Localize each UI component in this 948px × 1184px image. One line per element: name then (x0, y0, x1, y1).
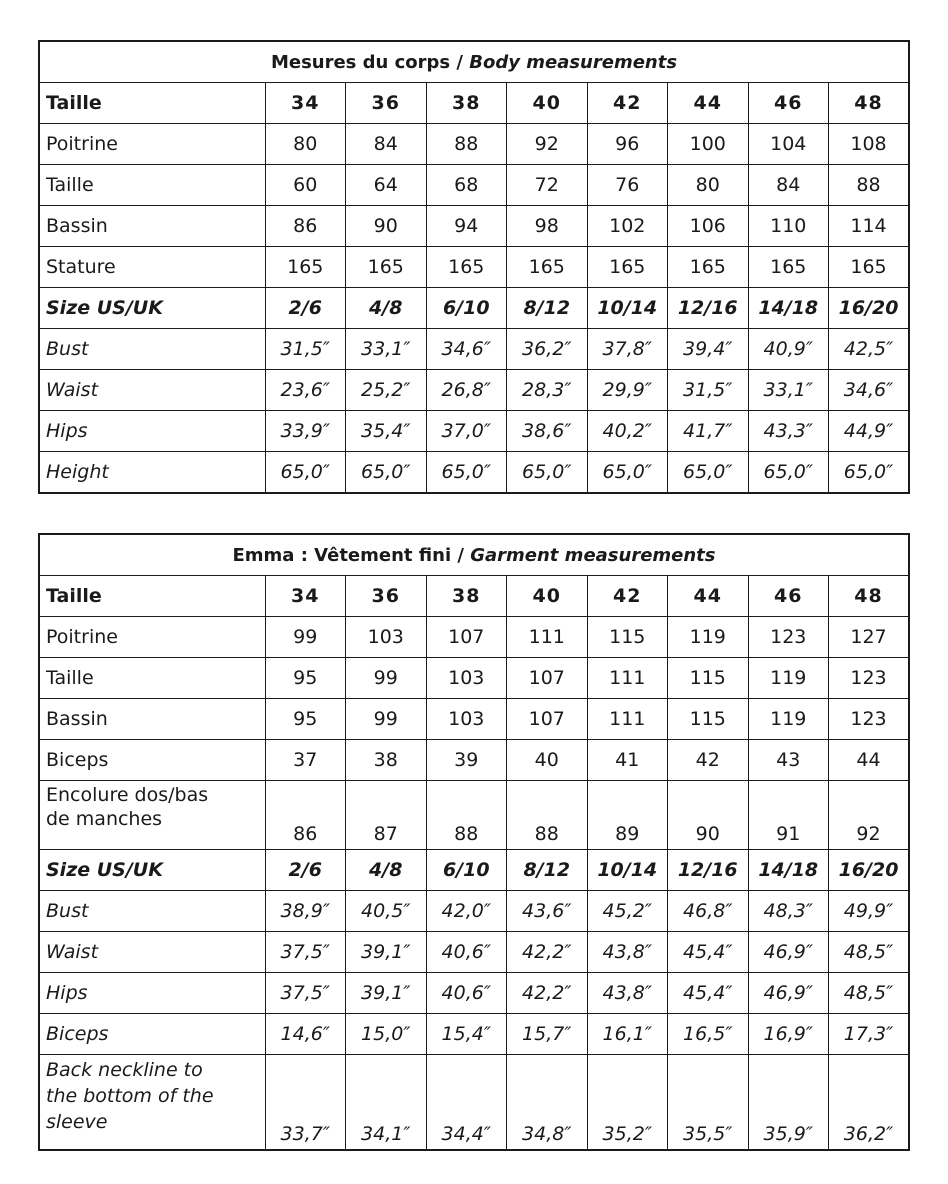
size-header-cell: 46 (748, 83, 829, 124)
row-label: Poitrine (39, 617, 265, 658)
measurement-cell: 33,1″ (346, 329, 427, 370)
row-label: Taille (39, 658, 265, 699)
row-label: Height (39, 452, 265, 494)
measurement-row (39, 329, 909, 370)
measurement-cell: 38,9″ (265, 891, 346, 932)
measurement-cell: 39 (426, 740, 507, 781)
measurement-cell: 115 (668, 658, 749, 699)
measurement-cell: 29,9″ (587, 370, 668, 411)
measurement-cell: 80 (668, 165, 749, 206)
measurement-cell: 119 (748, 699, 829, 740)
measurement-cell: 43,8″ (587, 973, 668, 1014)
measurement-cell: 35,2″ (587, 1055, 668, 1151)
measurement-cell: 127 (829, 617, 910, 658)
measurement-cell: 37,8″ (587, 329, 668, 370)
size-header-cell: 12/16 (668, 288, 749, 329)
measurement-cell: 111 (587, 699, 668, 740)
measurement-cell: 165 (507, 247, 588, 288)
measurement-cell: 119 (668, 617, 749, 658)
measurement-cell: 49,9″ (829, 891, 910, 932)
measurement-cell: 33,7″ (265, 1055, 346, 1151)
measurement-cell: 43 (748, 740, 829, 781)
measurement-cell: 34,8″ (507, 1055, 588, 1151)
measurement-cell: 43,8″ (587, 932, 668, 973)
measurement-row (39, 658, 909, 699)
size-header-cell: 14/18 (748, 288, 829, 329)
measurement-cell: 42,0″ (426, 891, 507, 932)
size-header-cell: 14/18 (748, 850, 829, 891)
measurement-cell: 90 (346, 206, 427, 247)
measurement-cell: 31,5″ (265, 329, 346, 370)
measurement-cell: 35,9″ (748, 1055, 829, 1151)
measurement-cell: 94 (426, 206, 507, 247)
measurement-row (39, 370, 909, 411)
row-label: Bassin (39, 206, 265, 247)
measurement-cell: 48,5″ (829, 932, 910, 973)
measurement-cell: 84 (748, 165, 829, 206)
row-label: Stature (39, 247, 265, 288)
measurement-cell: 110 (748, 206, 829, 247)
measurement-cell: 40,6″ (426, 973, 507, 1014)
measurement-cell: 45,4″ (668, 973, 749, 1014)
garment-header-row-fr (39, 576, 909, 617)
size-header-cell: 34 (265, 83, 346, 124)
size-header-cell: 44 (668, 83, 749, 124)
measurement-cell: 88 (507, 781, 588, 850)
measurement-cell: 165 (346, 247, 427, 288)
measurement-cell: 103 (426, 699, 507, 740)
body-rows-us (39, 329, 909, 494)
measurement-cell: 98 (507, 206, 588, 247)
measurement-cell: 165 (668, 247, 749, 288)
measurement-cell: 86 (265, 206, 346, 247)
measurement-cell: 46,9″ (748, 932, 829, 973)
size-header-cell: 10/14 (587, 850, 668, 891)
measurement-cell: 95 (265, 658, 346, 699)
measurement-cell: 36,2″ (507, 329, 588, 370)
row-label: Size US/UK (39, 288, 265, 329)
row-label: Hips (39, 973, 265, 1014)
measurement-row (39, 699, 909, 740)
measurement-cell: 115 (668, 699, 749, 740)
measurement-cell: 88 (829, 165, 910, 206)
garment-table-title-fr: Emma : Vêtement fini / (232, 544, 471, 566)
measurement-cell: 99 (346, 699, 427, 740)
row-label: Hips (39, 411, 265, 452)
measurement-row (39, 891, 909, 932)
size-header-cell: 48 (829, 576, 910, 617)
measurement-row (39, 452, 909, 494)
measurement-cell: 26,8″ (426, 370, 507, 411)
measurement-cell: 111 (587, 658, 668, 699)
measurement-cell: 40,2″ (587, 411, 668, 452)
measurement-cell: 72 (507, 165, 588, 206)
measurement-row (39, 617, 909, 658)
size-header-cell: 44 (668, 576, 749, 617)
row-label (39, 1055, 265, 1151)
size-header-cell: 38 (426, 83, 507, 124)
row-label: Bust (39, 329, 265, 370)
measurement-cell: 76 (587, 165, 668, 206)
measurement-cell: 42 (668, 740, 749, 781)
measurement-cell: 38,6″ (507, 411, 588, 452)
measurement-cell: 42,2″ (507, 932, 588, 973)
measurement-cell: 103 (426, 658, 507, 699)
measurement-cell: 103 (346, 617, 427, 658)
size-header-cell: 4/8 (346, 850, 427, 891)
measurement-cell: 65,0″ (507, 452, 588, 494)
measurement-cell: 33,9″ (265, 411, 346, 452)
measurement-cell: 17,3″ (829, 1014, 910, 1055)
measurement-cell: 99 (265, 617, 346, 658)
measurement-cell: 14,6″ (265, 1014, 346, 1055)
measurement-cell: 86 (265, 781, 346, 850)
row-label: Bassin (39, 699, 265, 740)
measurement-cell: 99 (346, 658, 427, 699)
measurement-cell: 48,3″ (748, 891, 829, 932)
measurement-cell: 104 (748, 124, 829, 165)
measurement-row (39, 247, 909, 288)
measurement-cell: 96 (587, 124, 668, 165)
measurement-cell: 115 (587, 617, 668, 658)
row-label-line: Back neckline to (46, 1059, 203, 1081)
measurement-cell: 65,0″ (668, 452, 749, 494)
measurement-cell: 25,2″ (346, 370, 427, 411)
size-header-cell: 40 (507, 576, 588, 617)
size-header-cell: 8/12 (507, 850, 588, 891)
row-label: Waist (39, 370, 265, 411)
measurement-cell: 40,5″ (346, 891, 427, 932)
measurement-cell: 65,0″ (265, 452, 346, 494)
row-label-line: sleeve (46, 1111, 108, 1133)
measurement-row (39, 740, 909, 781)
garment-rows-fr (39, 617, 909, 781)
measurement-cell: 42,5″ (829, 329, 910, 370)
row-label-line: Encolure dos/bas (46, 784, 209, 806)
measurement-cell: 108 (829, 124, 910, 165)
measurement-cell: 88 (426, 124, 507, 165)
measurement-cell: 16,9″ (748, 1014, 829, 1055)
row-label: Taille (39, 83, 265, 124)
measurement-cell: 34,1″ (346, 1055, 427, 1151)
measurement-cell: 95 (265, 699, 346, 740)
measurement-cell: 65,0″ (426, 452, 507, 494)
row-label: Waist (39, 932, 265, 973)
measurement-cell: 33,1″ (748, 370, 829, 411)
measurement-cell: 165 (587, 247, 668, 288)
row-label: Biceps (39, 740, 265, 781)
measurement-cell: 38 (346, 740, 427, 781)
measurement-cell: 45,4″ (668, 932, 749, 973)
measurement-cell: 31,5″ (668, 370, 749, 411)
measurement-row (39, 411, 909, 452)
measurement-cell: 119 (748, 658, 829, 699)
size-header-cell: 6/10 (426, 850, 507, 891)
measurement-cell: 46,9″ (748, 973, 829, 1014)
size-header-cell: 2/6 (265, 288, 346, 329)
garment-header-row-us (39, 850, 909, 891)
measurement-cell: 123 (829, 699, 910, 740)
row-label: Taille (39, 165, 265, 206)
measurement-cell: 39,1″ (346, 973, 427, 1014)
size-header-cell: 36 (346, 83, 427, 124)
row-label-line: de manches (46, 808, 163, 830)
row-label: Biceps (39, 1014, 265, 1055)
measurement-cell: 90 (668, 781, 749, 850)
measurement-cell: 84 (346, 124, 427, 165)
measurement-cell: 107 (507, 658, 588, 699)
measurement-cell: 48,5″ (829, 973, 910, 1014)
row-label-line: the bottom of the (46, 1085, 214, 1107)
measurement-cell: 165 (748, 247, 829, 288)
measurement-cell: 37 (265, 740, 346, 781)
size-header-cell: 8/12 (507, 288, 588, 329)
measurement-cell: 106 (668, 206, 749, 247)
measurement-cell: 40,9″ (748, 329, 829, 370)
measurement-cell: 65,0″ (346, 452, 427, 494)
body-measurements-table (38, 40, 910, 494)
measurement-cell: 65,0″ (829, 452, 910, 494)
measurement-cell: 65,0″ (748, 452, 829, 494)
measurement-cell: 46,8″ (668, 891, 749, 932)
measurement-cell: 37,0″ (426, 411, 507, 452)
measurement-cell: 60 (265, 165, 346, 206)
measurement-cell: 89 (587, 781, 668, 850)
row-label: Bust (39, 891, 265, 932)
size-header-cell: 42 (587, 576, 668, 617)
measurement-row (39, 124, 909, 165)
size-header-cell: 4/8 (346, 288, 427, 329)
measurement-cell: 165 (829, 247, 910, 288)
measurement-cell: 92 (829, 781, 910, 850)
measurement-cell: 15,0″ (346, 1014, 427, 1055)
garment-neck-row-us (39, 1055, 909, 1151)
body-header-row-fr (39, 83, 909, 124)
size-header-cell: 38 (426, 576, 507, 617)
measurement-cell: 123 (748, 617, 829, 658)
garment-table-title (39, 534, 909, 576)
measurement-cell: 114 (829, 206, 910, 247)
measurement-cell: 65,0″ (587, 452, 668, 494)
measurement-cell: 23,6″ (265, 370, 346, 411)
measurement-cell: 43,3″ (748, 411, 829, 452)
measurement-cell: 68 (426, 165, 507, 206)
measurement-cell: 64 (346, 165, 427, 206)
measurement-cell: 40 (507, 740, 588, 781)
measurement-cell: 36,2″ (829, 1055, 910, 1151)
measurement-cell: 28,3″ (507, 370, 588, 411)
body-table-title-fr: Mesures du corps / (270, 51, 470, 73)
measurement-cell: 41 (587, 740, 668, 781)
measurement-cell: 165 (426, 247, 507, 288)
garment-rows-us (39, 891, 909, 1055)
measurement-row (39, 932, 909, 973)
size-header-cell: 12/16 (668, 850, 749, 891)
measurement-cell: 165 (265, 247, 346, 288)
measurement-cell: 37,5″ (265, 973, 346, 1014)
size-header-cell: 46 (748, 576, 829, 617)
measurement-cell: 123 (829, 658, 910, 699)
body-rows-fr (39, 124, 909, 288)
measurement-cell: 37,5″ (265, 932, 346, 973)
garment-neck-row-fr (39, 781, 909, 850)
size-header-cell: 36 (346, 576, 427, 617)
measurement-cell: 39,4″ (668, 329, 749, 370)
size-header-cell: 2/6 (265, 850, 346, 891)
row-label: Taille (39, 576, 265, 617)
measurement-cell: 44,9″ (829, 411, 910, 452)
size-header-cell: 16/20 (829, 850, 910, 891)
measurement-cell: 16,5″ (668, 1014, 749, 1055)
row-label: Poitrine (39, 124, 265, 165)
measurement-cell: 91 (748, 781, 829, 850)
size-header-cell: 34 (265, 576, 346, 617)
measurement-cell: 100 (668, 124, 749, 165)
measurement-cell: 40,6″ (426, 932, 507, 973)
measurement-cell: 42,2″ (507, 973, 588, 1014)
measurement-cell: 80 (265, 124, 346, 165)
measurement-cell: 15,7″ (507, 1014, 588, 1055)
size-header-cell: 16/20 (829, 288, 910, 329)
measurement-row (39, 973, 909, 1014)
measurement-cell: 88 (426, 781, 507, 850)
measurement-cell: 45,2″ (587, 891, 668, 932)
measurement-cell: 41,7″ (668, 411, 749, 452)
body-table-title (39, 41, 909, 83)
measurement-cell: 34,6″ (829, 370, 910, 411)
measurement-cell: 43,6″ (507, 891, 588, 932)
measurement-row (39, 206, 909, 247)
size-header-cell: 40 (507, 83, 588, 124)
size-header-cell: 42 (587, 83, 668, 124)
measurement-cell: 34,6″ (426, 329, 507, 370)
measurement-cell: 15,4″ (426, 1014, 507, 1055)
row-label: Size US/UK (39, 850, 265, 891)
measurement-cell: 35,4″ (346, 411, 427, 452)
measurement-cell: 16,1″ (587, 1014, 668, 1055)
measurement-cell: 34,4″ (426, 1055, 507, 1151)
measurement-cell: 87 (346, 781, 427, 850)
size-header-cell: 10/14 (587, 288, 668, 329)
garment-measurements-table (38, 533, 910, 1151)
measurement-row (39, 165, 909, 206)
body-table-title-en: Body measurements (469, 51, 678, 73)
measurement-cell: 92 (507, 124, 588, 165)
garment-table-title-en: Garment measurements (470, 544, 716, 566)
measurement-cell: 35,5″ (668, 1055, 749, 1151)
measurement-cell: 107 (426, 617, 507, 658)
size-header-cell: 48 (829, 83, 910, 124)
row-label (39, 781, 265, 850)
measurement-cell: 107 (507, 699, 588, 740)
measurement-cell: 44 (829, 740, 910, 781)
measurement-cell: 111 (507, 617, 588, 658)
size-header-cell: 6/10 (426, 288, 507, 329)
measurement-row (39, 1014, 909, 1055)
measurement-cell: 39,1″ (346, 932, 427, 973)
measurement-cell: 102 (587, 206, 668, 247)
body-header-row-us (39, 288, 909, 329)
